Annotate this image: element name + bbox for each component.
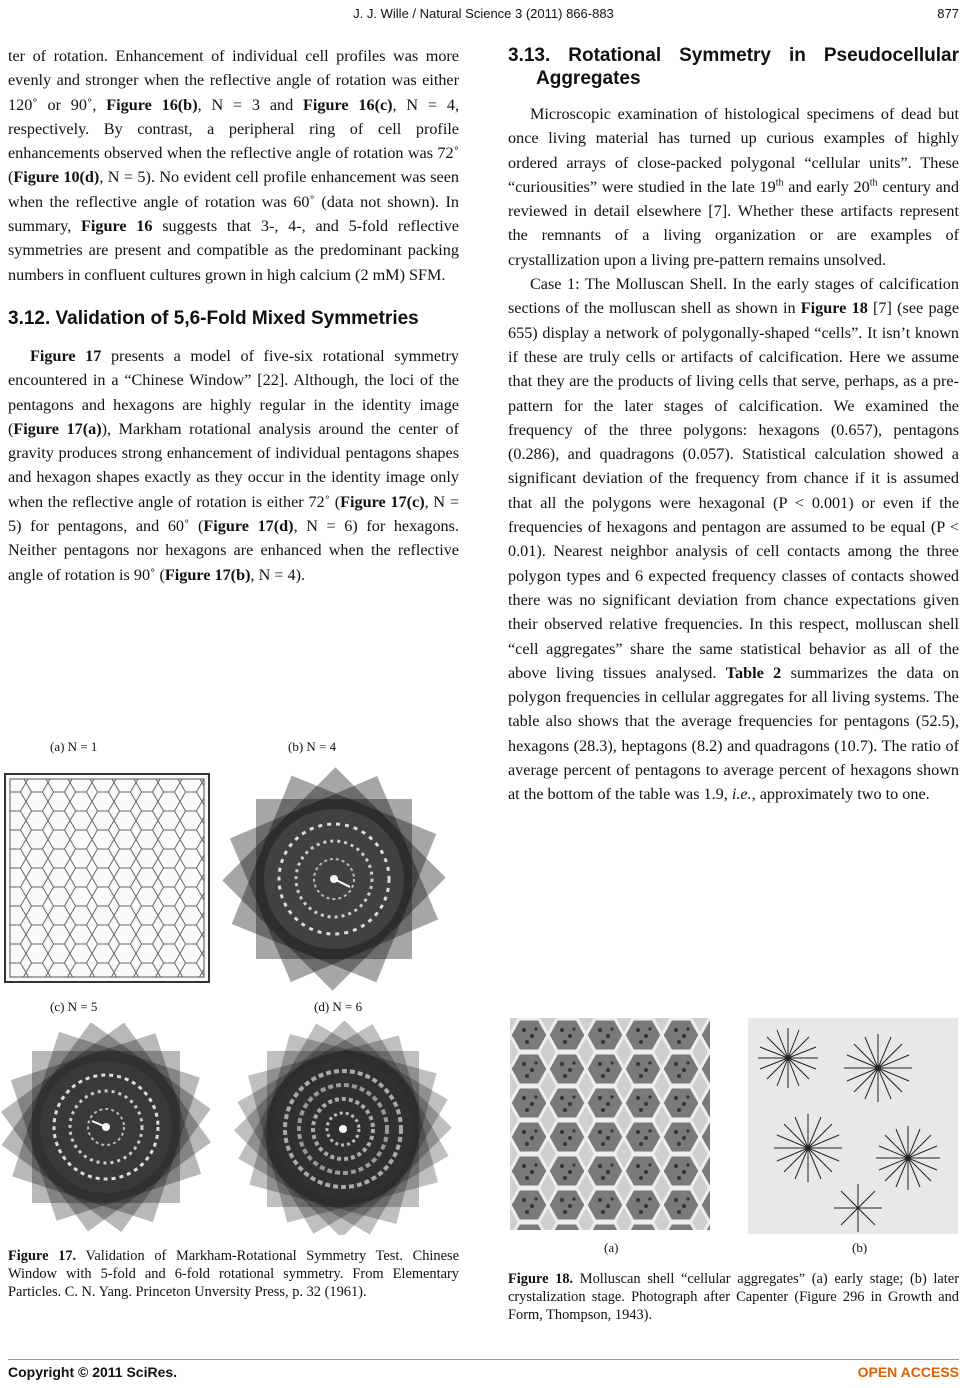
figure-18-caption: Figure 18. Molluscan shell “cellular aggregates” (a) early stage; (b) later crystalization stage. Photograph after Capenter (Figure 296 in Growth and Form, Thompson, 1943).: [508, 1271, 959, 1323]
paragraph-molluscan-shell: Case 1: The Molluscan Shell. In the early stages of calcification sections of the molluscan shell as shown in Figure 18 [7] (see page 655) display a network of polygonally-shaped “cells”. It isn’t known if these are truly cells or artifacts of calcification. Here we assume that they are the products of living cells that serve, perhaps, as a pre-pattern for the later stages of calcification. We examined the frequency of the three polygons: hexagons (0.657), pentagons (0.286), and quadragons (0.057). Statistical calculation showed a significant deviation of the frequency from chance if it is assumed that all the polygons were hexagonal (P < 0.001) or even if the frequencies of hexagons and pentagon are assumed to be equal (P < 0.01). Nearest neighbor analysis of cell contacts among the three polygon types and 6 expected frequency classes of contacts showed there was no significant deviation from chance expectations given their observed relative frequencies. In this respect, molluscan shell “cell aggregates” share the same statistical behavior as all of the above living tissues analysed. Table 2 summarizes the data on polygon frequencies in cellular aggregates for all living systems. The table also shows that the average frequencies for pentagons (52.5), hexagons (28.3), heptagons (8.2) and quadragons (10.7). The ratio of average percent of pentagons to average percent of hexagons shown at the bottom of the table was 1.9, i.e., approximately two to one.: [508, 275, 960, 804]
section-heading-3-12: 3.12. Validation of 5,6-Fold Mixed Symmetries: [8, 307, 419, 329]
paragraph-figure-17: Figure 17 presents a model of five-six rotational symmetry encountered in a “Chinese Window” [22]. Although, the loci of the pentagons and hexagons are highly regular in the identity image (Figure 17(a)), Markham rotational analysis around the center of gravity produces strong enhancement of individual pentagons shapes and hexagon shapes exactly as they occur in the identity image only when the reflective angle of rotation is either 72˚ (Figure 17(c), N = 5) for pentagons, and 60˚ (Figure 17(d), N = 6) for hexagons. Neither pentagons nor hexagons are enhanced when the reflective angle of rotation is 90˚ (Figure 17(b), N = 4).: [8, 346, 459, 584]
figure-17: [0, 735, 460, 1240]
right-column: [508, 44, 959, 807]
open-access-label: OPEN ACCESS: [857, 1364, 959, 1380]
paragraph-continued: ter of rotation. Enhancement of individual cell profiles was more evenly and stronger when the reflective angle of rotation was either 120˚ or 90˚, Figure 16(b), N = 3 and Figure 16(c), N = 4, respectively. By contrast, a peripheral ring of cell profile enhancements observed when the reflective angle of rotation was 72˚ (Figure 10(d), N = 5). No evident cell profile enhancement was seen when the reflective angle of rotation was 60˚ (data not shown). In summary, Figure 16 suggests that 3-, 4-, and 5-fold reflective symmetries are present and compatible as the predominant packing numbers in confluent cultures grown in high calcium (2 mM) SFM.: [8, 47, 460, 284]
left-column: [8, 44, 459, 587]
chinese-window-identity-image: [4, 773, 210, 983]
panel-label-b: (b) N = 4: [288, 739, 337, 754]
panel-label-c: (c) N = 5: [50, 999, 98, 1014]
rotation-image-n5: [0, 1023, 214, 1233]
molluscan-shell-crystallization-image: [748, 1018, 958, 1234]
footer-rule: [8, 1359, 959, 1360]
page-number: 877: [937, 6, 959, 21]
molluscan-shell-early-image: [510, 1018, 710, 1230]
paragraph-pseudocellular: Microscopic examination of histological specimens of dead but once living material has turned up curious examples of highly ordered arrays of close-packed polygonal “cellular units”. These “curiousities” were studied in the late 19th and early 20th century and reviewed in detail elsewhere [7]. Whether these artifacts represent the remnants of a living organization or are examples of crystallization upon a living pre-pattern remains unsolved.: [508, 105, 959, 269]
figure-17-caption: Figure 17. Validation of Markham-Rotational Symmetry Test. Chinese Window with 5-fold and 6-fold rotational symmetry. From Elementary Particles. C. N. Yang. Princeton Unversity Press, p. 32 (1961).: [8, 1248, 459, 1300]
panel-label-a: (a) N = 1: [50, 739, 98, 754]
figure-18-label-a: (a): [604, 1240, 619, 1255]
page-header: [0, 6, 967, 26]
copyright-notice: Copyright © 2011 SciRes.: [8, 1364, 178, 1380]
section-heading-3-13: 3.13. Rotational Symmetry in Pseudocellular Aggregates: [508, 45, 959, 89]
rotation-image-n6: [230, 1021, 456, 1235]
figure-18: [508, 1018, 960, 1258]
figure-18-label-b: (b): [852, 1240, 868, 1255]
panel-label-d: (d) N = 6: [314, 999, 363, 1014]
running-title: J. J. Wille / Natural Science 3 (2011) 866-883: [353, 6, 614, 21]
rotation-image-n4: [222, 763, 446, 995]
